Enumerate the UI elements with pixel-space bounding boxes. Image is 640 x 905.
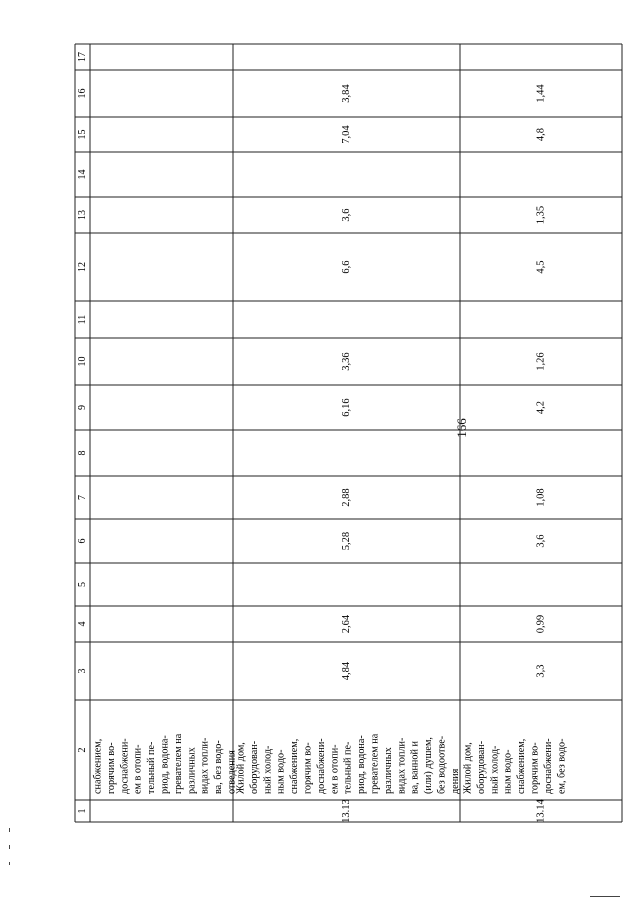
column-header-1: 1 — [77, 808, 88, 814]
cell-col-4: 2,64 — [341, 614, 352, 634]
cell-col-13: 1,35 — [535, 205, 547, 225]
column-header-11: 11 — [77, 314, 88, 325]
row-id: 13.13 — [341, 799, 352, 823]
description-line: тельный пе- — [342, 741, 354, 794]
cell-col-12: 6,6 — [341, 260, 352, 274]
table-grid — [75, 44, 622, 822]
row-description — [463, 738, 568, 794]
description-line: риод, водона- — [159, 735, 171, 794]
row-id: 13.14 — [535, 799, 547, 823]
description-line: снабжением, — [92, 738, 104, 794]
description-line: (или) душем, — [423, 737, 435, 794]
description-line: снабжением, — [289, 738, 301, 794]
cell-col-6: 5,28 — [341, 531, 352, 551]
description-line: доснабжени- — [542, 738, 554, 794]
description-line: без водоотве- — [436, 735, 448, 794]
description-line: ным водо- — [502, 749, 514, 794]
cell-col-12: 4,5 — [535, 260, 547, 274]
cell-col-16: 1,44 — [535, 84, 547, 103]
cell-col-7: 2,88 — [341, 488, 352, 507]
description-line: различных — [186, 747, 198, 794]
column-header-row — [77, 52, 88, 814]
cell-col-9: 6,16 — [341, 398, 352, 417]
description-line: ва, ванной и — [409, 741, 421, 794]
description-line: оборудован- — [475, 740, 487, 794]
column-header-2: 2 — [77, 747, 88, 753]
description-line: ным водо- — [275, 749, 287, 794]
cell-col-15: 4,8 — [535, 127, 547, 142]
description-line: гревателем на — [369, 733, 381, 794]
page-number: 166 — [454, 418, 469, 438]
description-line: горячим во- — [529, 742, 541, 794]
description-line: дения — [449, 768, 461, 794]
left-margin-mark-3 — [9, 862, 10, 865]
description-line: оборудован- — [248, 740, 260, 794]
left-margin-mark-1 — [9, 828, 10, 832]
description-line: горячим во- — [105, 742, 117, 794]
cell-col-9: 4,2 — [535, 400, 547, 415]
description-line: ем, без водо- — [556, 738, 568, 794]
description-line: ва, без водо- — [213, 740, 225, 794]
cell-col-16: 3,84 — [341, 84, 352, 103]
description-line: доснабжени- — [119, 738, 131, 794]
cell-col-3: 4,84 — [341, 661, 352, 681]
cell-col-15: 7,04 — [341, 125, 352, 144]
description-line: различных — [382, 747, 394, 794]
column-header-15: 15 — [77, 129, 88, 140]
table-row — [463, 84, 568, 823]
description-line: ный холод- — [262, 745, 274, 794]
column-header-13: 13 — [77, 210, 88, 220]
cell-col-10: 3,36 — [341, 352, 352, 371]
cell-col-3: 3,3 — [535, 664, 547, 678]
description-line: ем в отопи- — [132, 744, 144, 794]
row-description — [93, 733, 238, 794]
cell-col-6: 3,6 — [535, 534, 547, 548]
cell-col-10: 1,26 — [535, 352, 547, 371]
left-margin-mark-2 — [9, 845, 10, 849]
description-line: риод, водона- — [356, 735, 368, 794]
table-row — [93, 733, 238, 794]
column-header-7: 7 — [77, 495, 88, 500]
column-header-12: 12 — [77, 262, 88, 272]
cell-col-7: 1,08 — [535, 488, 547, 507]
row-description — [236, 733, 461, 794]
description-line: тельный пе- — [146, 741, 158, 794]
table-row — [236, 84, 461, 823]
column-header-17: 17 — [77, 52, 88, 62]
bottom-edge-mark — [590, 896, 620, 897]
description-line: видах топли- — [199, 737, 211, 794]
column-header-3: 3 — [77, 668, 88, 674]
description-line: отведения — [226, 750, 238, 794]
column-header-16: 16 — [77, 88, 88, 99]
description-line: снабжением, — [516, 738, 528, 794]
column-header-9: 9 — [77, 405, 88, 410]
cell-col-13: 3,6 — [341, 208, 352, 222]
description-line: гревателем на — [172, 733, 184, 794]
column-header-8: 8 — [77, 450, 88, 456]
column-header-4: 4 — [77, 621, 88, 627]
description-line: видах топли- — [396, 737, 408, 794]
description-line: доснабжени- — [315, 738, 327, 794]
column-header-6: 6 — [77, 538, 88, 544]
cell-col-4: 0,99 — [535, 614, 547, 634]
description-line: Жилой дом, — [462, 742, 474, 794]
description-line: ем в отопи- — [329, 744, 341, 794]
column-header-5: 5 — [77, 582, 88, 587]
description-line: Жилой дом, — [235, 742, 247, 794]
description-line: горячим во- — [302, 742, 314, 794]
column-header-10: 10 — [77, 356, 88, 367]
description-line: ный холод- — [489, 745, 501, 794]
column-header-14: 14 — [77, 169, 88, 180]
